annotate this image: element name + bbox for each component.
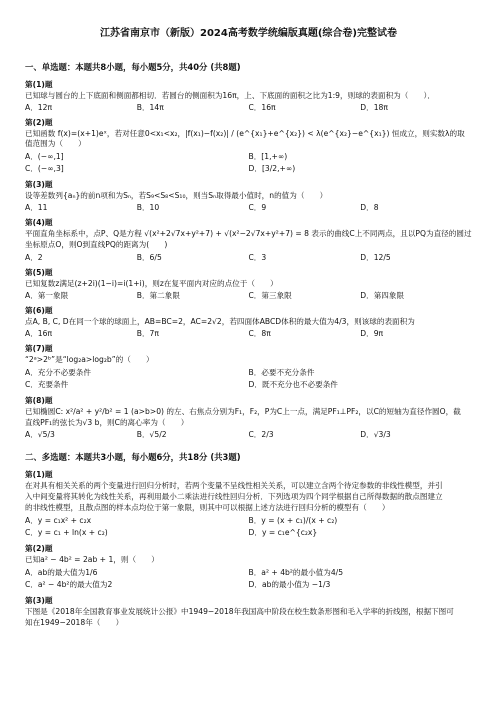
question-2-2 — [25, 544, 472, 591]
question-text: 的非线性模型，且散点图的样本点均位于第一象限，则其中可以根据上述方法进行回归分析的模型有（ ） — [25, 502, 390, 512]
option-a[interactable]: A．第一象限 — [25, 290, 69, 300]
question-1 — [25, 80, 472, 113]
option-b[interactable]: B．第二象限 — [136, 290, 180, 300]
question-text: 平面直角坐标系中，点P、Q是方程 √(x²+2√7x+y²+7) + √(x²−2√7x+y²+7) = 8 表示的曲线C上不同两点，且以PQ为直径的圆过 — [25, 229, 472, 239]
option-b[interactable]: B．10 — [136, 203, 160, 213]
option-d[interactable]: D．第四象限 — [360, 290, 405, 300]
question-text: 坐标原点O，则O到直线PQ的距离为( ) — [25, 240, 168, 250]
question-text: 已知a² − 4b² = 2ab + 1，则（ ） — [25, 554, 159, 564]
document-title: 江苏省南京市（新版）2024高考数学统编版真题(综合卷)完整试卷 — [100, 28, 397, 39]
question-text: 已知函数 f(x)=(x+1)eˣ，若对任意0<x₁<x₂，|f(x₁)−f(x₂)| / (e^{x₁}+e^{x₂}) < λ(e^{x₂}−e^{x₁}) 恒成立，则实数λ的取值范围为（ ） — [25, 129, 465, 149]
option-d[interactable]: D．y = c₁e^{c₂x} — [248, 527, 318, 537]
question-number: 第(2)题 — [25, 543, 53, 553]
option-c[interactable]: C．9 — [248, 203, 267, 213]
question-text: 在对具有相关关系的两个变量进行回归分析时，若两个变量不呈线性相关关系，可以建立含两个待定参数的非线性模型，并引 — [25, 480, 443, 490]
question-4 — [25, 218, 472, 262]
option-c[interactable]: C．充要条件 — [25, 379, 69, 389]
option-d[interactable]: D．9π — [360, 328, 384, 338]
option-a[interactable]: A．充分不必要条件 — [25, 367, 91, 377]
options-grid — [25, 567, 472, 591]
option-c[interactable]: C．a² − 4b²的最大值为2 — [25, 579, 113, 589]
option-d[interactable]: D．√3/3 — [360, 429, 391, 439]
question-8 — [25, 396, 472, 440]
options-row — [25, 203, 472, 213]
question-number: 第(8)题 — [25, 395, 53, 405]
question-text: 设等差数列{aₙ}的前n项和为Sₙ，若S₉<S₈<S₁₀，则当Sₙ取得最小值时，n的值为（ ） — [25, 191, 328, 201]
option-c[interactable]: C．2/3 — [248, 429, 274, 439]
option-a[interactable]: A．12π — [25, 103, 53, 113]
question-number: 第(3)题 — [25, 595, 53, 605]
options-row — [25, 329, 472, 339]
question-7 — [25, 344, 472, 391]
section-heading-single-choice: 一、单选题：本题共8小题，每小题5分，共40分 (共8题) — [25, 62, 241, 73]
option-c[interactable]: C．3 — [248, 252, 267, 262]
question-text: 直线PF₁的弦长为√3 b，则C的离心率为（ ） — [25, 417, 189, 427]
question-text: 点A, B, C, D在同一个球的球面上，AB=BC=2，AC=2√2，若四面体ABCD体积的最大值为4/3，则该球的表面积为 — [25, 316, 415, 326]
question-2 — [25, 118, 472, 175]
question-text: 已知椭圆C: x²/a² + y²/b² = 1 (a>b>0) 的左、右焦点分别为F₁，F₂，P为C上一点，满足PF₁⊥PF₂，以C的短轴为直径作圆O，截 — [25, 406, 461, 416]
question-3 — [25, 180, 472, 213]
option-b[interactable]: B．[1,+∞) — [248, 152, 288, 162]
option-d[interactable]: D．8 — [360, 203, 379, 213]
question-number: 第(3)题 — [25, 180, 53, 190]
option-c[interactable]: C．8π — [248, 328, 271, 338]
question-text: 已知复数z满足(z+2i)(1−i)=i(1+i)，则z在复平面内对应的点位于（ ） — [25, 278, 278, 288]
option-b[interactable]: B．a² + 4b²的最小值为4/5 — [248, 567, 344, 577]
option-b[interactable]: B．7π — [136, 328, 159, 338]
question-text: 已知球与圆台的上下底面和侧面都相切．若圆台的侧面积为16π，上、下底面的面积之比为1:9，则球的表面积为（ ）． — [25, 91, 435, 101]
option-d[interactable]: D．ab的最小值为 −1/3 — [248, 579, 331, 589]
option-b[interactable]: B．6/5 — [136, 252, 162, 262]
options-grid — [25, 367, 472, 391]
option-b[interactable]: B．√5/2 — [136, 429, 167, 439]
question-number: 第(1)题 — [25, 469, 53, 479]
option-a[interactable]: A．(−∞,1] — [25, 152, 64, 162]
question-number: 第(1)题 — [25, 80, 53, 90]
question-number: 第(2)题 — [25, 118, 53, 128]
option-b[interactable]: B．必要不充分条件 — [248, 367, 315, 377]
option-d[interactable]: D．既不充分也不必要条件 — [248, 379, 338, 389]
options-grid — [25, 515, 472, 539]
option-d[interactable]: D．12/5 — [360, 252, 391, 262]
question-2-3 — [25, 596, 472, 628]
option-b[interactable]: B．14π — [136, 103, 164, 113]
option-d[interactable]: D．[3/2,+∞) — [248, 164, 296, 174]
question-2-1 — [25, 470, 472, 539]
question-number: 第(7)题 — [25, 343, 53, 353]
options-row — [25, 291, 472, 301]
section-heading-multiple-choice: 二、多选题：本题共3小题，每小题6分，共18分 (共3题) — [25, 451, 241, 462]
question-text: “2ᵃ>2ᵇ”是“log₂a>log₂b”的（ ） — [25, 354, 154, 364]
options-row — [25, 430, 472, 440]
question-6 — [25, 306, 472, 339]
option-a[interactable]: A．16π — [25, 328, 53, 338]
option-c[interactable]: C．y = c₁ + ln(x + c₂) — [25, 527, 108, 537]
option-c[interactable]: C．(−∞,3] — [25, 164, 64, 174]
options-row — [25, 253, 472, 263]
option-a[interactable]: A．√5/3 — [25, 429, 55, 439]
options-row — [25, 103, 472, 113]
option-b[interactable]: B．y = (x + c₁)/(x + c₂) — [248, 515, 338, 525]
option-d[interactable]: D．18π — [360, 103, 388, 113]
question-number: 第(5)题 — [25, 267, 53, 277]
option-a[interactable]: A．2 — [25, 252, 43, 262]
question-text: 入中间变量将其转化为线性关系，再利用最小二乘法进行线性回归分析．下列选项为四个同学根据自己所得数据的散点图建立 — [25, 491, 443, 501]
question-number: 第(6)题 — [25, 305, 53, 315]
option-c[interactable]: C．第三象限 — [248, 290, 292, 300]
options-grid — [25, 151, 472, 175]
question-text: 知在1949−2018年（ ） — [25, 618, 124, 628]
option-a[interactable]: A．y = c₁x² + c₂x — [25, 515, 92, 525]
question-text: 下图是《2018年全国教育事业发展统计公报》中1949−2018年我国高中阶段在校生数条形图和毛入学率的折线图，根据下图可 — [25, 607, 454, 616]
option-c[interactable]: C．16π — [248, 103, 276, 113]
question-5 — [25, 268, 472, 301]
option-a[interactable]: A．11 — [25, 203, 48, 213]
option-a[interactable]: A．ab的最大值为1/6 — [25, 567, 98, 577]
question-number: 第(4)题 — [25, 218, 53, 228]
